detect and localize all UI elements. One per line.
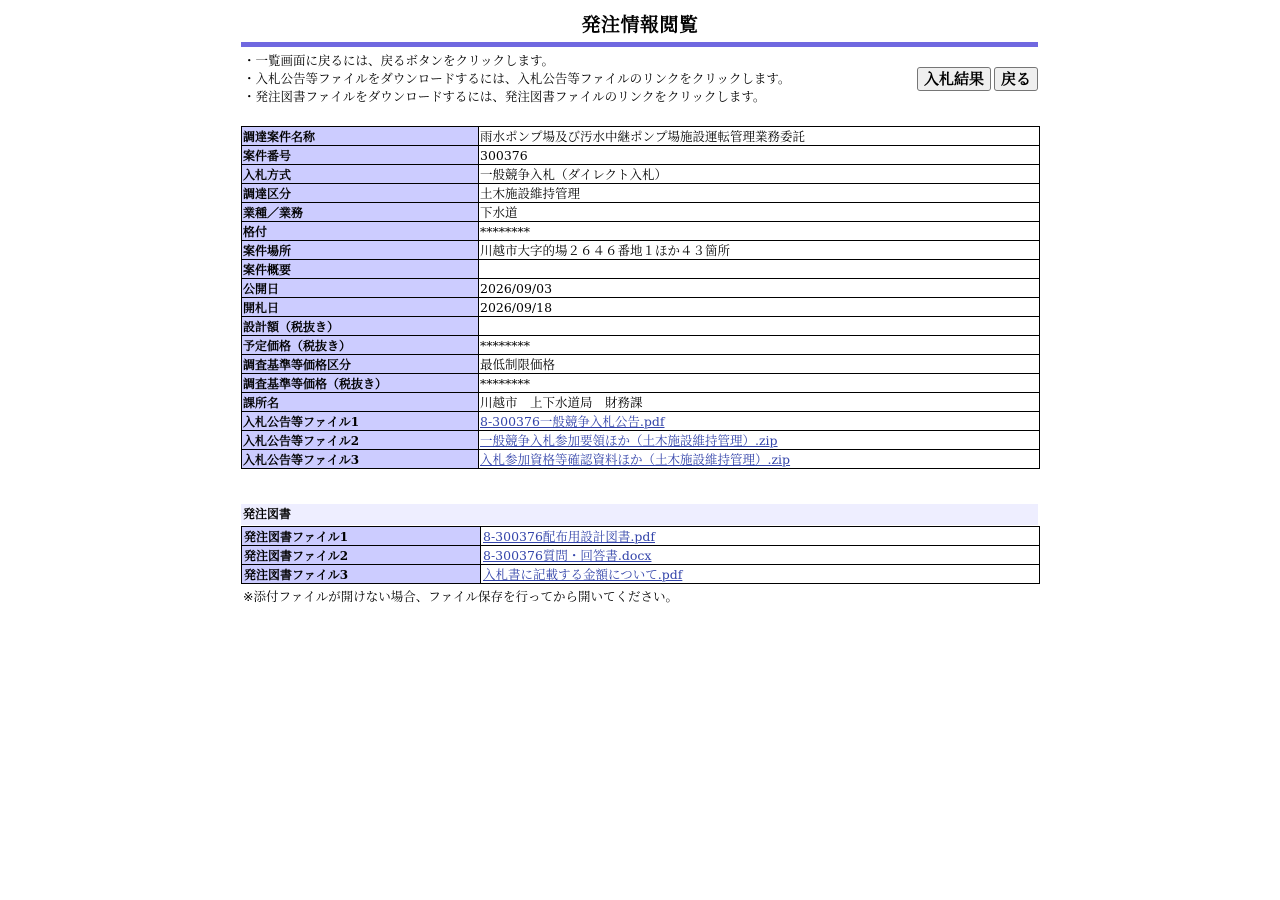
info-value: 最低制限価格 — [479, 355, 1040, 374]
info-label: 調査基準等価格区分 — [242, 355, 479, 374]
info-label: 設計額（税抜き） — [242, 317, 479, 336]
info-label: 業種／業務 — [242, 203, 479, 222]
drawing-file-label: 発注図書ファイル1 — [242, 527, 481, 546]
info-value — [479, 450, 1040, 469]
bid-result-button[interactable]: 入札結果 — [917, 67, 991, 91]
info-value: 300376 — [479, 146, 1040, 165]
instruction-list — [243, 52, 790, 106]
info-label: 案件場所 — [242, 241, 479, 260]
info-label: 開札日 — [242, 298, 479, 317]
info-row — [242, 336, 1040, 355]
info-value: 雨水ポンプ場及び汚水中継ポンプ場施設運転管理業務委託 — [479, 127, 1040, 146]
instruction-item: ・入札公告等ファイルをダウンロードするには、入札公告等ファイルのリンクをクリックします。 — [243, 71, 791, 86]
info-label: 調達区分 — [242, 184, 479, 203]
info-label: 調査基準等価格（税抜き） — [242, 374, 479, 393]
info-row — [242, 431, 1040, 450]
back-button[interactable]: 戻る — [994, 67, 1038, 91]
drawing-file-cell — [481, 546, 1040, 565]
info-row — [242, 222, 1040, 241]
info-value — [479, 260, 1040, 279]
info-row — [242, 317, 1040, 336]
instruction-item: ・発注図書ファイルをダウンロードするには、発注図書ファイルのリンクをクリックします。 — [243, 89, 766, 104]
info-row — [242, 298, 1040, 317]
info-label: 調達案件名称 — [242, 127, 479, 146]
bid-notice-file-link[interactable]: 8-300376一般競争入札公告.pdf — [480, 414, 665, 429]
info-value: 一般競争入札（ダイレクト入札） — [479, 165, 1040, 184]
info-value: ******** — [479, 336, 1040, 355]
info-label: 入札公告等ファイル3 — [242, 450, 479, 469]
action-buttons — [917, 67, 1038, 91]
info-row — [242, 241, 1040, 260]
info-row — [242, 146, 1040, 165]
info-label: 案件概要 — [242, 260, 479, 279]
info-label: 公開日 — [242, 279, 479, 298]
info-value: ******** — [479, 222, 1040, 241]
info-row — [242, 393, 1040, 412]
page-container — [241, 0, 1039, 605]
info-value — [479, 412, 1040, 431]
info-label: 入札方式 — [242, 165, 479, 184]
bid-notice-file-link[interactable]: 入札参加資格等確認資料ほか（土木施設維持管理）.zip — [480, 452, 791, 467]
info-value — [479, 431, 1040, 450]
info-label: 課所名 — [242, 393, 479, 412]
info-value: 川越市大字的場２６４６番地１ほか４３箇所 — [479, 241, 1040, 260]
drawing-file-link[interactable]: 入札書に記載する金額について.pdf — [483, 567, 683, 582]
info-value — [479, 317, 1040, 336]
instruction-item: ・一覧画面に戻るには、戻るボタンをクリックします。 — [243, 53, 555, 68]
info-label: 入札公告等ファイル1 — [242, 412, 479, 431]
info-row — [242, 203, 1040, 222]
info-label: 格付 — [242, 222, 479, 241]
info-row — [242, 127, 1040, 146]
drawings-section-title: 発注図書 — [241, 504, 1038, 525]
info-row — [242, 279, 1040, 298]
drawing-file-label: 発注図書ファイル3 — [242, 565, 481, 584]
instruction-area — [241, 47, 1039, 111]
info-value: 下水道 — [479, 203, 1040, 222]
bid-notice-file-link[interactable]: 一般競争入札参加要領ほか（土木施設維持管理）.zip — [480, 433, 778, 448]
info-row — [242, 184, 1040, 203]
drawing-file-row — [242, 546, 1040, 565]
drawing-file-link[interactable]: 8-300376配布用設計図書.pdf — [483, 529, 655, 544]
info-value: 2026/09/18 — [479, 298, 1040, 317]
drawing-file-cell — [481, 527, 1040, 546]
info-label: 入札公告等ファイル2 — [242, 431, 479, 450]
drawings-table — [241, 526, 1040, 584]
drawing-file-cell — [481, 565, 1040, 584]
info-row — [242, 450, 1040, 469]
drawing-file-row — [242, 565, 1040, 584]
drawing-file-link[interactable]: 8-300376質問・回答書.docx — [483, 548, 652, 563]
page-title: 発注情報閲覧 — [581, 14, 699, 36]
info-row — [242, 374, 1040, 393]
info-label: 案件番号 — [242, 146, 479, 165]
info-value: 2026/09/03 — [479, 279, 1040, 298]
info-row — [242, 165, 1040, 184]
info-row — [242, 412, 1040, 431]
info-value: ******** — [479, 374, 1040, 393]
order-info-table — [241, 126, 1040, 469]
drawing-file-row — [242, 527, 1040, 546]
info-value: 土木施設維持管理 — [479, 184, 1040, 203]
attachment-note: ※添付ファイルが開けない場合、ファイル保存を行ってから開いてください。 — [243, 589, 678, 604]
info-label: 予定価格（税抜き） — [242, 336, 479, 355]
info-row — [242, 355, 1040, 374]
drawing-file-label: 発注図書ファイル2 — [242, 546, 481, 565]
info-row — [242, 260, 1040, 279]
info-value: 川越市 上下水道局 財務課 — [479, 393, 1040, 412]
